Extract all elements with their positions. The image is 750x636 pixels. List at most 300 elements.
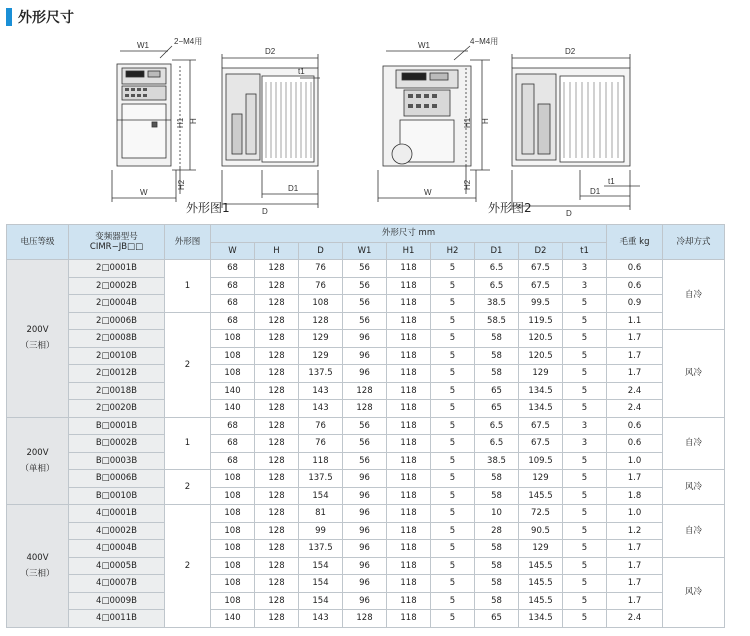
model-cell: B□0002B xyxy=(69,435,165,453)
fig2-h-label: H xyxy=(481,118,490,124)
dimension-cell: 143 xyxy=(299,382,343,400)
dimension-cell: 76 xyxy=(299,417,343,435)
table-row xyxy=(7,417,725,435)
dimension-cell: 5 xyxy=(563,400,607,418)
dimension-cell: 38.5 xyxy=(475,295,519,313)
dimension-cell: 56 xyxy=(343,417,387,435)
dimension-cell: 154 xyxy=(299,487,343,505)
dimension-cell: 5 xyxy=(431,540,475,558)
weight-cell: 1.1 xyxy=(607,312,663,330)
dimension-cell: 118 xyxy=(387,505,431,523)
dimension-cell: 58 xyxy=(475,347,519,365)
dimension-cell: 109.5 xyxy=(519,452,563,470)
dimension-cell: 140 xyxy=(211,382,255,400)
dimension-cell: 5 xyxy=(431,435,475,453)
dimension-cell: 108 xyxy=(211,365,255,383)
header-d2: D2 xyxy=(519,242,563,260)
weight-cell: 1.2 xyxy=(607,522,663,540)
dimension-cell: 96 xyxy=(343,557,387,575)
dimension-cell: 28 xyxy=(475,522,519,540)
dimension-cell: 5 xyxy=(431,522,475,540)
table-body xyxy=(7,260,725,628)
dimension-cell: 128 xyxy=(255,295,299,313)
weight-cell: 1.7 xyxy=(607,470,663,488)
model-cell: 4□0001B xyxy=(69,505,165,523)
dimension-cell: 5 xyxy=(431,487,475,505)
dimension-cell: 108 xyxy=(211,592,255,610)
dimension-cell: 68 xyxy=(211,260,255,278)
weight-cell: 2.4 xyxy=(607,610,663,628)
table-row xyxy=(7,557,725,575)
table-row xyxy=(7,400,725,418)
dimension-cell: 58 xyxy=(475,365,519,383)
dimension-cell: 5 xyxy=(563,522,607,540)
dimension-cell: 108 xyxy=(211,522,255,540)
dimension-cell: 5 xyxy=(431,347,475,365)
weight-cell: 2.4 xyxy=(607,382,663,400)
dimension-cell: 58 xyxy=(475,470,519,488)
dimension-cell: 118 xyxy=(387,487,431,505)
table-row xyxy=(7,277,725,295)
dimension-cell: 118 xyxy=(387,260,431,278)
fig2-mount-label: 4−M4用 xyxy=(470,37,499,46)
header-w: W xyxy=(211,242,255,260)
weight-cell: 0.6 xyxy=(607,435,663,453)
dimension-cell: 140 xyxy=(211,400,255,418)
cooling-cell: 风冷 xyxy=(663,557,725,627)
dimension-cell: 128 xyxy=(255,575,299,593)
dimension-cell: 128 xyxy=(255,452,299,470)
dimension-cell: 58 xyxy=(475,540,519,558)
cooling-cell: 自冷 xyxy=(663,260,725,330)
dimension-cell: 76 xyxy=(299,260,343,278)
dimension-cell: 5 xyxy=(431,470,475,488)
dimension-cell: 68 xyxy=(211,312,255,330)
dimension-cell: 58 xyxy=(475,487,519,505)
dimension-cell: 137.5 xyxy=(299,540,343,558)
fig2-w-label: W xyxy=(424,188,432,197)
weight-cell: 0.6 xyxy=(607,417,663,435)
dimension-cell: 118 xyxy=(387,417,431,435)
table-row xyxy=(7,575,725,593)
dimension-cell: 5 xyxy=(563,540,607,558)
dimension-cell: 5 xyxy=(563,557,607,575)
dimension-cell: 5 xyxy=(431,295,475,313)
dimension-cell: 96 xyxy=(343,505,387,523)
dimension-cell: 118 xyxy=(387,540,431,558)
model-cell: 2□0004B xyxy=(69,295,165,313)
table-row xyxy=(7,470,725,488)
dimension-cell: 120.5 xyxy=(519,347,563,365)
dimension-cell: 108 xyxy=(211,575,255,593)
figure1-front-view xyxy=(112,37,202,202)
fig2-h2-label: H2 xyxy=(463,179,472,190)
header-model-box: □□ xyxy=(127,242,144,252)
fig1-h1-label: H1 xyxy=(176,117,185,128)
dimension-cell: 10 xyxy=(475,505,519,523)
voltage-group-cell xyxy=(7,417,69,505)
dimension-cell: 67.5 xyxy=(519,435,563,453)
dimension-cell: 5 xyxy=(563,575,607,593)
dimension-cell: 58 xyxy=(475,575,519,593)
dimension-cell: 90.5 xyxy=(519,522,563,540)
table-row xyxy=(7,592,725,610)
figure-cell: 2 xyxy=(165,505,211,628)
dimension-cell: 5 xyxy=(431,452,475,470)
dimension-cell: 120.5 xyxy=(519,330,563,348)
table-row xyxy=(7,312,725,330)
dimension-cell: 5 xyxy=(431,365,475,383)
dimension-cell: 108 xyxy=(211,347,255,365)
dimension-cell: 81 xyxy=(299,505,343,523)
dimension-cell: 5 xyxy=(563,365,607,383)
dimension-cell: 118 xyxy=(387,557,431,575)
dimension-cell: 118 xyxy=(387,347,431,365)
fig1-w-label: W xyxy=(140,188,148,197)
cooling-cell: 风冷 xyxy=(663,330,725,418)
model-cell: 2□0006B xyxy=(69,312,165,330)
header-d1: D1 xyxy=(475,242,519,260)
dimension-cell: 134.5 xyxy=(519,382,563,400)
figure2-side-view xyxy=(512,47,640,218)
dimension-cell: 5 xyxy=(431,417,475,435)
table-row xyxy=(7,260,725,278)
table-row xyxy=(7,522,725,540)
dimension-cell: 118 xyxy=(387,435,431,453)
header-cooling: 冷却方式 xyxy=(663,225,725,260)
dimension-cell: 108 xyxy=(299,295,343,313)
figure-cell: 1 xyxy=(165,260,211,313)
dimension-cell: 108 xyxy=(211,330,255,348)
dimension-cell: 154 xyxy=(299,592,343,610)
header-voltage: 电压等级 xyxy=(7,225,69,260)
dimension-cell: 96 xyxy=(343,470,387,488)
dimension-cell: 128 xyxy=(255,260,299,278)
dimension-cell: 96 xyxy=(343,347,387,365)
dimension-cell: 5 xyxy=(431,400,475,418)
table-row xyxy=(7,487,725,505)
dimension-cell: 145.5 xyxy=(519,487,563,505)
dimension-cell: 56 xyxy=(343,277,387,295)
table-row xyxy=(7,347,725,365)
phase-label: （三相） xyxy=(20,341,55,352)
voltage-group-cell xyxy=(7,260,69,418)
table-row xyxy=(7,365,725,383)
dimension-cell: 128 xyxy=(255,557,299,575)
dimension-cell: 65 xyxy=(475,382,519,400)
dimension-cell: 96 xyxy=(343,575,387,593)
fig1-d-label: D xyxy=(262,207,268,216)
header-model xyxy=(69,225,165,260)
dimension-cell: 76 xyxy=(299,277,343,295)
table-row xyxy=(7,435,725,453)
dimension-cell: 5 xyxy=(431,592,475,610)
table-row xyxy=(7,330,725,348)
phase-label: （单相） xyxy=(20,463,55,474)
voltage-label: 400V xyxy=(26,552,49,563)
header-model-sub: CIMR−JB xyxy=(89,242,128,252)
dimension-cell: 108 xyxy=(211,505,255,523)
dimension-cell: 128 xyxy=(255,505,299,523)
dimension-cell: 5 xyxy=(431,312,475,330)
model-cell: 4□0002B xyxy=(69,522,165,540)
dimension-cell: 118 xyxy=(387,470,431,488)
dimension-cell: 154 xyxy=(299,557,343,575)
dimension-cell: 5 xyxy=(563,347,607,365)
dimension-cell: 3 xyxy=(563,435,607,453)
header-t1: t1 xyxy=(563,242,607,260)
dimension-cell: 6.5 xyxy=(475,260,519,278)
dimension-cell: 128 xyxy=(299,312,343,330)
model-cell: 4□0009B xyxy=(69,592,165,610)
fig1-h2-label: H2 xyxy=(177,179,186,190)
voltage-group-cell xyxy=(7,505,69,628)
dimension-cell: 129 xyxy=(299,330,343,348)
dimension-cell: 118 xyxy=(387,382,431,400)
header-figure: 外形图 xyxy=(165,225,211,260)
dimension-cell: 137.5 xyxy=(299,365,343,383)
dimension-cell: 6.5 xyxy=(475,435,519,453)
dimension-cell: 67.5 xyxy=(519,260,563,278)
figure1-side-view xyxy=(222,47,320,216)
dimension-cell: 118 xyxy=(299,452,343,470)
dimension-cell: 128 xyxy=(255,347,299,365)
model-cell: 2□0010B xyxy=(69,347,165,365)
dimension-cell: 143 xyxy=(299,400,343,418)
dimension-cell: 5 xyxy=(431,277,475,295)
header-model-label: 变频器型号 xyxy=(95,232,138,242)
dimension-cell: 128 xyxy=(255,522,299,540)
dimension-cell: 143 xyxy=(299,610,343,628)
model-cell: 4□0005B xyxy=(69,557,165,575)
dimension-cell: 118 xyxy=(387,610,431,628)
dimension-cell: 118 xyxy=(387,452,431,470)
page-title: 外形尺寸 xyxy=(18,10,74,26)
dimension-cell: 99.5 xyxy=(519,295,563,313)
dimension-cell: 128 xyxy=(255,487,299,505)
dimension-cell: 134.5 xyxy=(519,400,563,418)
weight-cell: 1.7 xyxy=(607,330,663,348)
fig1-t1-label: t1 xyxy=(298,67,305,76)
table-row xyxy=(7,540,725,558)
dimension-cell: 108 xyxy=(211,557,255,575)
model-cell: B□0006B xyxy=(69,470,165,488)
dimension-cell: 128 xyxy=(343,382,387,400)
weight-cell: 0.9 xyxy=(607,295,663,313)
table-row xyxy=(7,610,725,628)
dimension-cell: 118 xyxy=(387,522,431,540)
dimension-cell: 65 xyxy=(475,610,519,628)
dimension-cell: 129 xyxy=(519,365,563,383)
model-cell: 2□0008B xyxy=(69,330,165,348)
figure-cell: 1 xyxy=(165,417,211,470)
dimension-cell: 119.5 xyxy=(519,312,563,330)
dimension-cell: 118 xyxy=(387,312,431,330)
dimension-cell: 5 xyxy=(563,382,607,400)
model-cell: 2□0018B xyxy=(69,382,165,400)
dimension-cell: 58 xyxy=(475,592,519,610)
dimension-cell: 67.5 xyxy=(519,277,563,295)
dimension-cell: 3 xyxy=(563,260,607,278)
dimension-cell: 128 xyxy=(343,610,387,628)
figure-cell: 2 xyxy=(165,470,211,505)
model-cell: 2□0020B xyxy=(69,400,165,418)
figure1-caption: 外形图1 xyxy=(186,201,230,215)
fig2-d2-label: D2 xyxy=(565,47,576,56)
dimension-cell: 76 xyxy=(299,435,343,453)
figure-cell: 2 xyxy=(165,312,211,417)
dimension-cell: 5 xyxy=(563,295,607,313)
dimension-cell: 128 xyxy=(255,470,299,488)
dimension-cell: 68 xyxy=(211,417,255,435)
header-h2: H2 xyxy=(431,242,475,260)
dimension-cell: 118 xyxy=(387,365,431,383)
weight-cell: 1.7 xyxy=(607,365,663,383)
dimension-cell: 6.5 xyxy=(475,417,519,435)
figure2-caption: 外形图2 xyxy=(488,201,532,215)
dimension-cell: 56 xyxy=(343,312,387,330)
model-cell: 4□0007B xyxy=(69,575,165,593)
header-h: H xyxy=(255,242,299,260)
dimension-cell: 5 xyxy=(563,610,607,628)
dimension-cell: 5 xyxy=(431,382,475,400)
dimension-cell: 96 xyxy=(343,365,387,383)
dimension-cell: 5 xyxy=(563,487,607,505)
model-cell: 4□0011B xyxy=(69,610,165,628)
dimension-cell: 118 xyxy=(387,330,431,348)
weight-cell: 0.6 xyxy=(607,260,663,278)
dimension-cell: 68 xyxy=(211,452,255,470)
dimension-cell: 129 xyxy=(299,347,343,365)
model-cell: 2□0001B xyxy=(69,260,165,278)
dimension-cell: 56 xyxy=(343,435,387,453)
dimension-cell: 68 xyxy=(211,277,255,295)
dimension-cell: 56 xyxy=(343,295,387,313)
weight-cell: 1.7 xyxy=(607,557,663,575)
dimension-cell: 99 xyxy=(299,522,343,540)
dimension-cell: 56 xyxy=(343,260,387,278)
dimension-cell: 128 xyxy=(255,312,299,330)
dimension-cell: 68 xyxy=(211,295,255,313)
fig2-d1-label: D1 xyxy=(590,187,601,196)
dimension-cell: 58 xyxy=(475,330,519,348)
dimension-cell: 5 xyxy=(563,312,607,330)
model-cell: B□0003B xyxy=(69,452,165,470)
dimension-cell: 96 xyxy=(343,540,387,558)
dimension-cell: 145.5 xyxy=(519,575,563,593)
table-row xyxy=(7,505,725,523)
dimension-cell: 128 xyxy=(255,610,299,628)
header-h1: H1 xyxy=(387,242,431,260)
header-d: D xyxy=(299,242,343,260)
table-row xyxy=(7,382,725,400)
dimension-cell: 128 xyxy=(255,277,299,295)
dimension-cell: 56 xyxy=(343,452,387,470)
dimension-cell: 128 xyxy=(255,592,299,610)
weight-cell: 1.0 xyxy=(607,505,663,523)
dimension-cell: 96 xyxy=(343,330,387,348)
fig1-mount-label: 2−M4用 xyxy=(174,37,203,46)
dimension-cell: 108 xyxy=(211,470,255,488)
dimension-cell: 5 xyxy=(431,260,475,278)
dimension-cell: 38.5 xyxy=(475,452,519,470)
dimension-cell: 96 xyxy=(343,592,387,610)
dimension-cell: 128 xyxy=(343,400,387,418)
dimension-cell: 128 xyxy=(255,365,299,383)
fig2-h1-label: H1 xyxy=(463,117,472,128)
fig1-d1-label: D1 xyxy=(288,184,299,193)
outline-drawings xyxy=(0,24,750,219)
voltage-label: 200V xyxy=(26,325,49,336)
dimension-cell: 128 xyxy=(255,330,299,348)
header-weight: 毛重 kg xyxy=(607,225,663,260)
dimension-cell: 5 xyxy=(431,330,475,348)
cooling-cell: 自冷 xyxy=(663,505,725,558)
dimension-cell: 129 xyxy=(519,540,563,558)
dimension-cell: 65 xyxy=(475,400,519,418)
model-cell: B□0010B xyxy=(69,487,165,505)
dimension-cell: 5 xyxy=(431,505,475,523)
model-cell: 4□0004B xyxy=(69,540,165,558)
dimensions-table xyxy=(6,224,725,628)
phase-label: （三相） xyxy=(20,568,55,579)
dimension-cell: 129 xyxy=(519,470,563,488)
dimension-cell: 128 xyxy=(255,540,299,558)
dimension-cell: 5 xyxy=(431,557,475,575)
dimension-cell: 118 xyxy=(387,295,431,313)
dimension-cell: 118 xyxy=(387,277,431,295)
table-row xyxy=(7,295,725,313)
fig1-h-label: H xyxy=(189,118,198,124)
dimension-cell: 134.5 xyxy=(519,610,563,628)
dimension-cell: 128 xyxy=(255,400,299,418)
weight-cell: 0.6 xyxy=(607,277,663,295)
dimension-cell: 108 xyxy=(211,487,255,505)
dimension-cell: 118 xyxy=(387,592,431,610)
dimension-cell: 128 xyxy=(255,417,299,435)
header-w1: W1 xyxy=(343,242,387,260)
dimension-cell: 118 xyxy=(387,400,431,418)
dimension-cell: 5 xyxy=(431,610,475,628)
weight-cell: 1.7 xyxy=(607,575,663,593)
dimension-cell: 140 xyxy=(211,610,255,628)
dimension-cell: 3 xyxy=(563,277,607,295)
dimension-cell: 145.5 xyxy=(519,557,563,575)
weight-cell: 1.7 xyxy=(607,347,663,365)
dimension-cell: 5 xyxy=(563,592,607,610)
dimension-cell: 68 xyxy=(211,435,255,453)
dimension-cell: 5 xyxy=(563,452,607,470)
dimension-cell: 5 xyxy=(563,470,607,488)
weight-cell: 2.4 xyxy=(607,400,663,418)
dimension-cell: 5 xyxy=(431,575,475,593)
model-cell: B□0001B xyxy=(69,417,165,435)
dimension-cell: 5 xyxy=(563,505,607,523)
dimension-cell: 96 xyxy=(343,522,387,540)
weight-cell: 1.7 xyxy=(607,540,663,558)
dimension-cell: 67.5 xyxy=(519,417,563,435)
dimension-cell: 3 xyxy=(563,417,607,435)
cooling-cell: 自冷 xyxy=(663,417,725,470)
weight-cell: 1.7 xyxy=(607,592,663,610)
dimension-cell: 128 xyxy=(255,382,299,400)
dimension-cell: 108 xyxy=(211,540,255,558)
dimension-cell: 58 xyxy=(475,557,519,575)
fig1-d2-label: D2 xyxy=(265,47,276,56)
table-row xyxy=(7,452,725,470)
header-dims: 外形尺寸 mm xyxy=(211,225,607,243)
fig2-w1-label: W1 xyxy=(418,41,430,50)
